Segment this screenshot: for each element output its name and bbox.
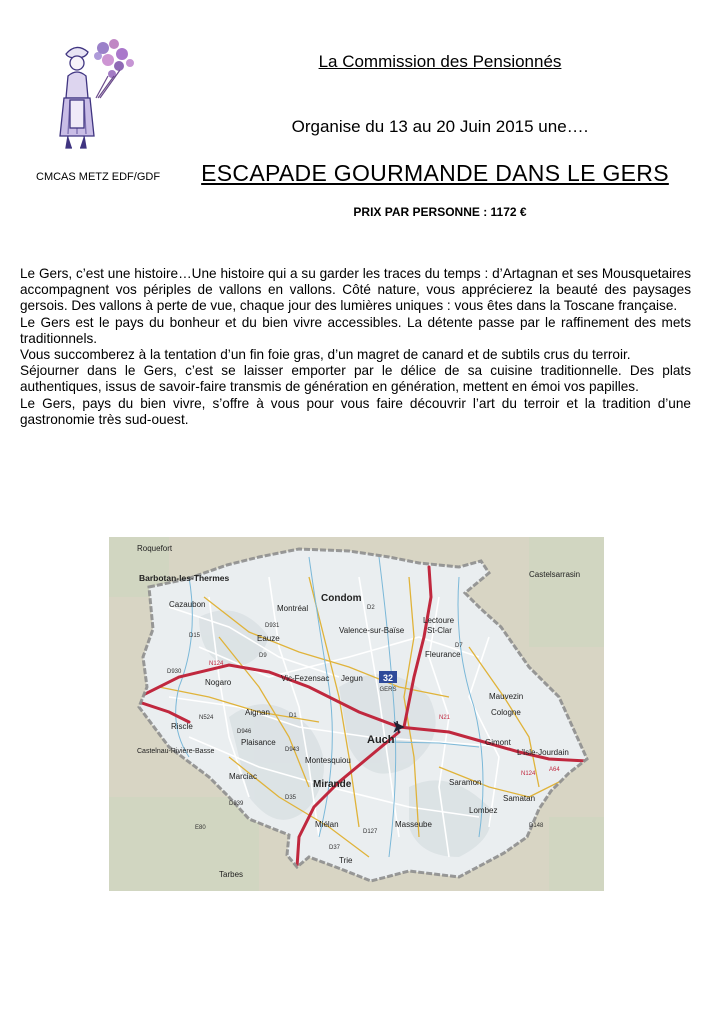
town-label: Jegun <box>341 674 363 683</box>
town-label: Fleurance <box>425 650 461 659</box>
organization-label: CMCAS METZ EDF/GDF <box>36 171 161 183</box>
town-label: Lectoure <box>423 616 455 625</box>
town-label: Vic-Fezensac <box>281 674 330 683</box>
town-label: Condom <box>321 593 362 604</box>
town-label: Aignan <box>245 708 270 717</box>
road-label: N124 <box>209 661 224 667</box>
road-label: N124 <box>521 771 536 777</box>
paragraph: Séjourner dans le Gers, c’est se laisser emporter par le délice de sa cuisine traditionnelle. Des plats authentiques, issus de savoir-faire transmis de génération en génération, mettent en émoi vos papilles. <box>20 363 691 395</box>
town-label: Miélan <box>315 820 339 829</box>
road-label: D35 <box>285 795 297 801</box>
town-label: Castelsarrasin <box>529 570 581 579</box>
town-label: Cazaubon <box>169 600 206 609</box>
town-label: Eauze <box>257 634 280 643</box>
road-label: D930 <box>167 669 182 675</box>
road-label: D943 <box>285 747 300 753</box>
road-label: A64 <box>549 767 560 773</box>
road-label: D7 <box>455 643 463 649</box>
town-label: Masseube <box>395 820 432 829</box>
description-text <box>20 266 691 428</box>
road-label: D15 <box>189 633 201 639</box>
town-label: Saramon <box>449 778 482 787</box>
badge-label: GERS <box>379 687 397 693</box>
town-label: Mirande <box>313 779 352 790</box>
town-label: Castelnau-Rivière-Basse <box>137 748 215 755</box>
town-label: Lombez <box>469 806 498 815</box>
town-label: Montesquiou <box>305 756 351 765</box>
town-label: Barbotan-les-Thermes <box>139 573 230 583</box>
town-label: Gimont <box>485 738 511 747</box>
girl-figure-icon <box>60 47 94 148</box>
paragraph: Le Gers, c’est une histoire…Une histoire qui a su garder les traces du temps : d’Artagnan et ses Mousquetaires accompagnent vos périples de vallons en vallons. Côté nature, vous apprécierez la beauté des paysages gersois. Des vallons à perte de vue, chaque jour des lumières uniques : vous êtes dans la Toscane française. <box>20 266 691 314</box>
road-label: D946 <box>237 729 252 735</box>
road-label: D127 <box>363 829 378 835</box>
commission-heading: La Commission des Pensionnés <box>318 52 562 71</box>
town-label: Trie <box>339 856 353 865</box>
badge-number: 32 <box>382 673 394 683</box>
price-per-person: PRIX PAR PERSONNE : 1172 € <box>353 205 527 219</box>
town-label: Riscle <box>171 722 193 731</box>
town-label: Mauvezin <box>489 692 524 701</box>
road-label: D9 <box>259 653 267 659</box>
town-label: Marciac <box>229 772 258 781</box>
town-label: Plaisance <box>241 738 276 747</box>
town-label: Cologne <box>491 708 521 717</box>
page-title: ESCAPADE GOURMANDE DANS LE GERS <box>201 160 669 186</box>
town-label: Samatan <box>503 794 536 803</box>
paragraph: Vous succomberez à la tentation d’un fin foie gras, d’un magret de canard et de subtils crus du terroir. <box>20 347 631 363</box>
road-label: E80 <box>195 825 206 831</box>
road-label: D37 <box>329 845 341 851</box>
paragraph: Le Gers, pays du bien vivre, s’offre à vous pour vous faire découvrir l’art du terroir et la tradition d’une gastronomie très sud-ouest. <box>20 395 691 427</box>
department-badge <box>379 671 397 693</box>
road-label: D931 <box>265 623 280 629</box>
town-label: Auch <box>367 734 395 746</box>
road-label: N524 <box>199 715 214 721</box>
town-label: L'Isle-Jourdain <box>517 748 569 757</box>
town-label: Montréal <box>277 604 309 613</box>
road-label: D148 <box>529 823 544 829</box>
town-label: Nogaro <box>205 678 232 687</box>
town-label: Valence-sur-Baïse <box>339 626 405 635</box>
road-label: D2 <box>367 605 375 611</box>
town-label: Roquefort <box>137 544 173 553</box>
town-label: Tarbes <box>219 870 244 879</box>
paragraph: Le Gers est le pays du bonheur et du bien vivre accessibles. La détente passe par le raffinement des mets traditionnels. <box>20 314 691 346</box>
event-dates: Organise du 13 au 20 Juin 2015 une…. <box>291 117 589 136</box>
road-label: D939 <box>229 801 244 807</box>
logo-girl-with-flowers <box>48 36 138 154</box>
road-label: D1 <box>289 713 297 719</box>
flower-bouquet-icon <box>94 39 134 98</box>
town-label: St-Clar <box>427 626 452 635</box>
gers-map <box>109 537 604 891</box>
road-label: N21 <box>439 715 451 721</box>
